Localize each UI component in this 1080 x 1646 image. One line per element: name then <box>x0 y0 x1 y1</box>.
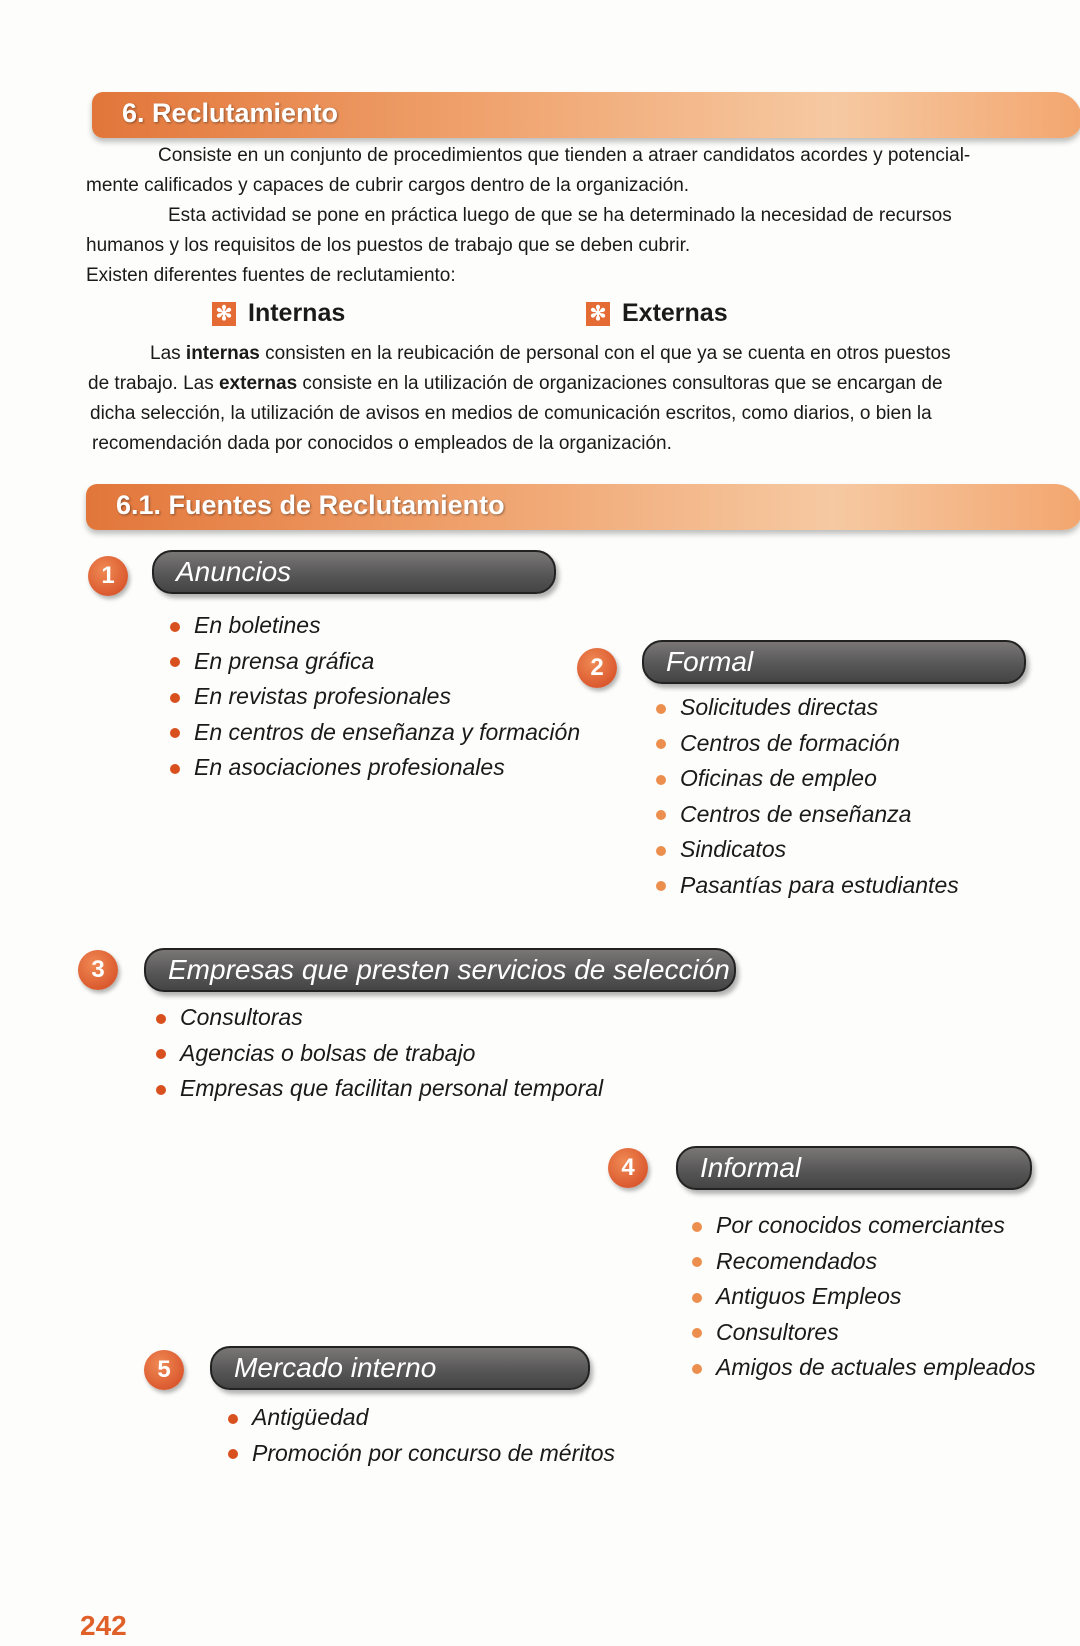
asterisk-icon: ✻ <box>586 302 610 326</box>
paragraph-line: mente calificados y capaces de cubrir cargos dentro de la organización. <box>86 175 690 196</box>
list-item: Sindicatos <box>656 832 959 868</box>
text: Las <box>150 343 186 364</box>
list-item: Empresas que facilitan personal temporal <box>156 1071 603 1107</box>
list-item: Centros de enseñanza <box>656 797 959 833</box>
subsection-title: 6.1. Fuentes de Reclutamiento <box>116 490 505 520</box>
paragraph-line: dicha selección, la utilización de avisos en medios de comunicación escritos, como diarios, o bien la <box>90 403 932 424</box>
list-item: En asociaciones profesionales <box>170 750 580 786</box>
group-3-list <box>156 1000 603 1107</box>
group-4-list <box>692 1208 1036 1386</box>
paragraph-line: Esta actividad se pone en práctica luego de que se ha determinado la necesidad de recursos <box>168 205 952 226</box>
bold-term: externas <box>218 373 298 394</box>
group-2-number: 2 <box>577 648 617 688</box>
list-item: Promoción por concurso de méritos <box>228 1436 615 1472</box>
section-header-band <box>92 92 1080 138</box>
group-title: Empresas que presten servicios de selección <box>168 954 730 985</box>
group-2-list <box>656 690 959 903</box>
group-title: Informal <box>700 1152 802 1183</box>
list-item: Antiguos Empleos <box>692 1279 1036 1315</box>
list-item: En boletines <box>170 608 580 644</box>
group-4-pill <box>676 1146 1032 1190</box>
list-item: Antigüedad <box>228 1400 615 1436</box>
asterisk-icon: ✻ <box>212 302 236 326</box>
bold-term: internas <box>185 343 260 364</box>
paragraph-line <box>88 372 943 396</box>
paragraph-line: recomendación dada por conocidos o empleados de la organización. <box>92 433 672 454</box>
group-5-pill <box>210 1346 590 1390</box>
list-item: Recomendados <box>692 1244 1036 1280</box>
list-item: Solicitudes directas <box>656 690 959 726</box>
list-item: Por conocidos comerciantes <box>692 1208 1036 1244</box>
list-item: Consultores <box>692 1315 1036 1351</box>
paragraph-line: Existen diferentes fuentes de reclutamiento: <box>86 265 456 286</box>
list-item: En centros de enseñanza y formación <box>170 715 580 751</box>
group-3-pill <box>144 948 736 992</box>
source-label: Externas <box>622 299 728 327</box>
group-title: Mercado interno <box>234 1352 437 1383</box>
list-item: En prensa gráfica <box>170 644 580 680</box>
list-item: Agencias o bolsas de trabajo <box>156 1036 603 1072</box>
list-item: Oficinas de empleo <box>656 761 959 797</box>
group-1-list <box>170 608 580 786</box>
source-label: Internas <box>248 299 346 327</box>
paragraph-line: humanos y los requisitos de los puestos de trabajo que se deben cubrir. <box>86 235 691 256</box>
text: de trabajo. Las <box>88 373 219 394</box>
paragraph-line: Consiste en un conjunto de procedimientos que tienden a atraer candidatos acordes y potencial- <box>158 145 971 166</box>
list-item: En revistas profesionales <box>170 679 580 715</box>
group-title: Formal <box>666 646 754 677</box>
subsection-header-band <box>86 484 1080 530</box>
group-2-pill <box>642 640 1026 684</box>
section-title: 6. Reclutamiento <box>122 98 339 128</box>
paragraph-line <box>150 342 951 366</box>
page-number: 242 <box>80 1610 127 1641</box>
group-1-number: 1 <box>88 556 128 596</box>
text: consisten en la reubicación de personal con el que ya se cuenta en otros puestos <box>259 343 951 364</box>
list-item: Consultoras <box>156 1000 603 1036</box>
group-5-list <box>228 1400 615 1471</box>
group-5-number: 5 <box>144 1350 184 1390</box>
group-4-number: 4 <box>608 1148 648 1188</box>
group-title: Anuncios <box>176 556 292 587</box>
source-externas <box>586 298 728 328</box>
group-3-number: 3 <box>78 950 118 990</box>
source-internas <box>212 298 345 328</box>
list-item: Amigos de actuales empleados <box>692 1350 1036 1386</box>
list-item: Pasantías para estudiantes <box>656 868 959 904</box>
group-1-pill <box>152 550 556 594</box>
text: consiste en la utilización de organizaciones consultoras que se encargan de <box>297 373 943 394</box>
list-item: Centros de formación <box>656 726 959 762</box>
